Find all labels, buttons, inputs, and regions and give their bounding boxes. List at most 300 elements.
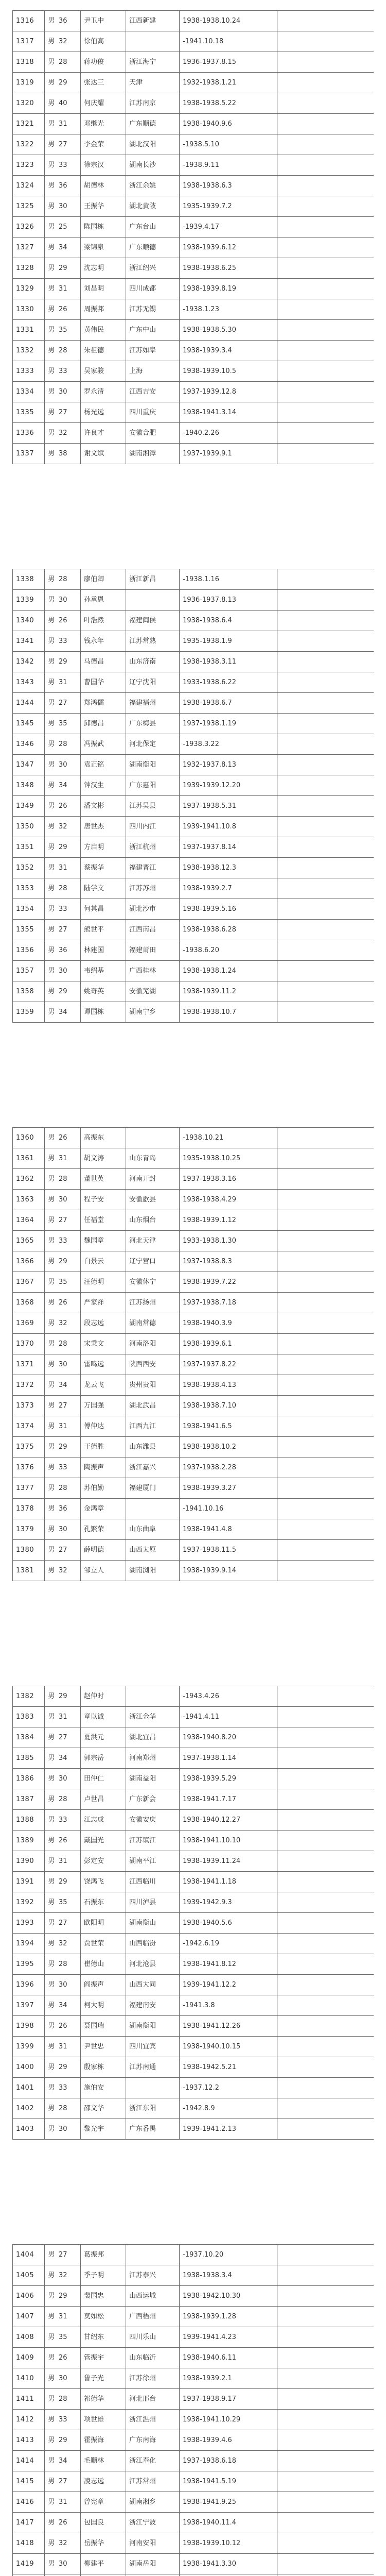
row-hometown: 江苏常州	[126, 2471, 180, 2492]
row-number: 1370	[13, 1334, 45, 1354]
row-remarks	[277, 734, 374, 755]
row-dates: 1938-1939.3.27	[180, 1478, 277, 1499]
row-dates: 1938-1941.7.17	[180, 1789, 277, 1810]
row-dates: 1938-1938.3.11	[180, 652, 277, 672]
row-name: 裴国忠	[81, 2286, 126, 2307]
row-number: 1418	[13, 2533, 45, 2554]
roster-table	[12, 569, 374, 1023]
row-remarks	[277, 920, 374, 940]
row-age: 30	[59, 388, 67, 396]
row-dates: 1938-1941.1.18	[180, 1872, 277, 1892]
row-dates: 1938-1940.9.6	[180, 114, 277, 134]
row-gender-age	[45, 2368, 81, 2389]
row-gender-age	[45, 1748, 81, 1769]
row-dates: 1937-1938.8.3	[180, 1251, 277, 1272]
row-age: 28	[59, 740, 67, 748]
row-dates	[180, 2574, 277, 2576]
row-remarks	[277, 961, 374, 981]
row-gender: 男	[48, 326, 55, 334]
row-age: 31	[59, 285, 67, 293]
row-remarks	[277, 755, 374, 775]
row-dates: 1937-1938.3.16	[180, 1169, 277, 1190]
row-name: 崔德山	[81, 1954, 126, 1975]
row-name: 廖伯卿	[81, 569, 126, 590]
row-name: 季子明	[81, 2265, 126, 2286]
row-gender: 男	[48, 1505, 55, 1513]
row-dates: 1938-1939.4.6	[180, 2430, 277, 2451]
row-name: 贾世荣	[81, 1934, 126, 1954]
table-row	[13, 734, 374, 755]
row-dates: 1938-1939.6.1	[180, 1334, 277, 1354]
row-age: 31	[59, 2043, 67, 2050]
row-gender: 男	[48, 161, 55, 169]
table-row	[13, 672, 374, 693]
table-row	[13, 1148, 374, 1169]
row-dates: 1937-1937.8.22	[180, 1354, 277, 1375]
table-row	[13, 1190, 374, 1210]
row-age: 31	[59, 2313, 67, 2320]
row-number: 1416	[13, 2492, 45, 2513]
row-hometown: 河北保定	[126, 734, 180, 755]
row-number: 1371	[13, 1354, 45, 1375]
row-number: 1408	[13, 2327, 45, 2348]
table-row	[13, 1686, 374, 1707]
table-row	[13, 238, 374, 258]
row-name: 项世雄	[81, 2410, 126, 2430]
row-gender-age	[45, 1769, 81, 1789]
row-age: 27	[59, 1919, 67, 1927]
row-age: 29	[59, 988, 67, 995]
row-remarks	[277, 2327, 374, 2348]
row-gender-age	[45, 11, 81, 31]
row-remarks	[277, 796, 374, 817]
table-row	[13, 1727, 374, 1748]
row-age: 33	[59, 905, 67, 913]
row-remarks	[277, 2368, 374, 2389]
row-name: 梁锦泉	[81, 238, 126, 258]
row-age: 35	[59, 1278, 67, 1286]
row-name: 邱德昌	[81, 714, 126, 734]
row-gender: 男	[48, 2416, 55, 2424]
row-gender-age	[45, 2430, 81, 2451]
row-remarks	[277, 2348, 374, 2368]
row-hometown: 浙江嘉兴	[126, 1458, 180, 1478]
row-hometown: 湖北沙市	[126, 899, 180, 920]
row-name: 江志成	[81, 1810, 126, 1831]
row-number: 1386	[13, 1769, 45, 1789]
row-name: 曹国华	[81, 672, 126, 693]
row-gender-age	[45, 279, 81, 299]
table-row	[13, 2492, 374, 2513]
row-gender-age	[45, 1686, 81, 1707]
row-age: 29	[59, 1878, 67, 1886]
row-gender: 男	[48, 1237, 55, 1245]
row-dates: 1937-1939.9.1	[180, 444, 277, 464]
row-age: 28	[59, 1960, 67, 1968]
row-age: 26	[59, 1299, 67, 1307]
row-number: 1409	[13, 2348, 45, 2368]
row-hometown	[126, 2574, 180, 2576]
row-hometown: 江苏镇江	[126, 1831, 180, 1851]
row-gender-age	[45, 2057, 81, 2078]
row-number: 1359	[13, 1002, 45, 1023]
row-name: 程子安	[81, 1190, 126, 1210]
row-gender-age	[45, 2389, 81, 2410]
table-row	[13, 1334, 374, 1354]
row-hometown: 福建闽侯	[126, 611, 180, 631]
row-gender-age	[45, 734, 81, 755]
row-gender: 男	[48, 347, 55, 354]
row-gender-age	[45, 1437, 81, 1458]
row-age: 30	[59, 2560, 67, 2568]
row-remarks	[277, 134, 374, 155]
row-hometown: 江苏无锡	[126, 299, 180, 320]
row-number: 1332	[13, 341, 45, 361]
table-row	[13, 155, 374, 176]
row-gender: 男	[48, 2457, 55, 2465]
row-gender: 男	[48, 2105, 55, 2112]
row-remarks	[277, 2389, 374, 2410]
row-number: 1366	[13, 1251, 45, 1272]
row-dates: 1938-1939.6.12	[180, 238, 277, 258]
row-hometown: 山东潍县	[126, 1437, 180, 1458]
row-hometown: 河南洛阳	[126, 1334, 180, 1354]
row-number: 1323	[13, 155, 45, 176]
row-remarks	[277, 1975, 374, 1995]
row-remarks	[277, 196, 374, 217]
row-gender: 男	[48, 285, 55, 293]
row-remarks	[277, 2533, 374, 2554]
row-number: 1384	[13, 1727, 45, 1748]
row-gender: 男	[48, 2354, 55, 2362]
row-gender-age	[45, 2554, 81, 2574]
row-dates: 1932-1937.8.13	[180, 755, 277, 775]
row-remarks	[277, 2265, 374, 2286]
row-gender: 男	[48, 1919, 55, 1927]
row-gender: 男	[48, 679, 55, 686]
table-row	[13, 2389, 374, 2410]
row-remarks	[277, 2119, 374, 2140]
row-age: 27	[59, 699, 67, 707]
row-name: 雷鸣远	[81, 1354, 126, 1375]
row-name: 叶浩然	[81, 611, 126, 631]
row-age: 25	[59, 223, 67, 231]
table-row	[13, 341, 374, 361]
row-age: 32	[59, 429, 67, 437]
row-hometown: 浙江宁波	[126, 2513, 180, 2533]
table-row	[13, 73, 374, 93]
table-row	[13, 402, 374, 423]
row-gender-age	[45, 114, 81, 134]
row-gender-age	[45, 155, 81, 176]
row-remarks	[277, 2410, 374, 2430]
row-name	[81, 2574, 126, 2576]
row-gender: 男	[48, 2519, 55, 2527]
row-number: 1360	[13, 1128, 45, 1148]
row-age: 26	[59, 802, 67, 810]
row-dates: 1938-1941.9.25	[180, 2492, 277, 2513]
row-name: 方启明	[81, 837, 126, 858]
row-number: 1340	[13, 611, 45, 631]
row-number: 1382	[13, 1686, 45, 1707]
row-age: 38	[59, 450, 67, 457]
row-age: 28	[59, 885, 67, 892]
row-gender-age	[45, 1231, 81, 1251]
row-age: 33	[59, 367, 67, 375]
row-age: 33	[59, 2416, 67, 2424]
row-name: 施伯安	[81, 2078, 126, 2098]
row-name: 孔繁荣	[81, 1519, 126, 1540]
row-age: 34	[59, 1754, 67, 1762]
table-row	[13, 2430, 374, 2451]
row-hometown: 山西临汾	[126, 1934, 180, 1954]
row-gender: 男	[48, 1857, 55, 1865]
row-age: 36	[59, 17, 67, 25]
row-hometown: 山东曲阜	[126, 1519, 180, 1540]
row-hometown: 浙江东阳	[126, 2098, 180, 2119]
row-dates: -1938.9.11	[180, 155, 277, 176]
row-remarks	[277, 940, 374, 961]
row-gender: 男	[48, 782, 55, 789]
row-age: 31	[59, 864, 67, 872]
row-age: 33	[59, 1464, 67, 1471]
row-name: 李金荣	[81, 134, 126, 155]
row-dates: -1939.4.17	[180, 217, 277, 238]
row-gender-age	[45, 1872, 81, 1892]
row-dates: -1937.10.20	[180, 2245, 277, 2265]
row-hometown: 福建福州	[126, 693, 180, 714]
row-remarks	[277, 11, 374, 31]
row-dates: 1938-1939.3.4	[180, 341, 277, 361]
row-dates: 1938-1939.10.12	[180, 2533, 277, 2554]
row-dates: -1938.6.20	[180, 940, 277, 961]
row-gender: 男	[48, 1837, 55, 1844]
row-hometown: 山东济南	[126, 652, 180, 672]
row-gender: 男	[48, 1340, 55, 1348]
row-dates: 1938-1938.6.28	[180, 920, 277, 940]
row-age: 28	[59, 1175, 67, 1183]
row-gender: 男	[48, 1567, 55, 1574]
row-gender: 男	[48, 2313, 55, 2320]
row-remarks	[277, 402, 374, 423]
row-hometown: 福建莆田	[126, 940, 180, 961]
row-gender: 男	[48, 575, 55, 583]
row-number: 1355	[13, 920, 45, 940]
row-dates: 1939-1941.4.23	[180, 2327, 277, 2348]
row-age: 33	[59, 1237, 67, 1245]
row-dates: 1938-1941.4.8	[180, 1519, 277, 1540]
row-gender: 男	[48, 905, 55, 913]
row-dates: 1937-1938.1.19	[180, 714, 277, 734]
row-dates: 1937-1938.1.14	[180, 1748, 277, 1769]
table-row	[13, 899, 374, 920]
row-hometown: 江苏苏州	[126, 878, 180, 899]
row-age: 26	[59, 1134, 67, 1142]
row-hometown: 广东中山	[126, 320, 180, 341]
row-dates: 1938-1940.10.15	[180, 2037, 277, 2057]
row-gender: 男	[48, 2478, 55, 2485]
table-row	[13, 2119, 374, 2140]
row-hometown	[126, 1686, 180, 1707]
row-name: 霍振海	[81, 2430, 126, 2451]
row-gender-age	[45, 2451, 81, 2471]
row-gender: 男	[48, 1258, 55, 1265]
row-remarks	[277, 2037, 374, 2057]
table-row	[13, 1707, 374, 1727]
row-hometown: 湖南浏阳	[126, 1561, 180, 1581]
row-age: 31	[59, 1857, 67, 1865]
row-remarks	[277, 1789, 374, 1810]
row-age: 32	[59, 2272, 67, 2279]
row-gender-age	[45, 1851, 81, 1872]
row-gender-age	[45, 1519, 81, 1540]
row-gender-age	[45, 1148, 81, 1169]
row-gender-age	[45, 1561, 81, 1581]
row-gender-age	[45, 1892, 81, 1913]
row-name: 吴家骏	[81, 361, 126, 382]
row-name: 张达三	[81, 73, 126, 93]
row-dates: 1938-1941.6.5	[180, 1416, 277, 1437]
row-gender: 男	[48, 1402, 55, 1410]
row-number: 1354	[13, 899, 45, 920]
row-remarks	[277, 2492, 374, 2513]
row-remarks	[277, 1210, 374, 1231]
row-age: 35	[59, 326, 67, 334]
row-name: 饶鸿飞	[81, 1872, 126, 1892]
row-number: 1319	[13, 73, 45, 93]
row-gender-age	[45, 2574, 81, 2576]
row-name: 姚奇英	[81, 981, 126, 1002]
row-gender: 男	[48, 1422, 55, 1430]
row-gender-age	[45, 1995, 81, 2016]
row-number: 1399	[13, 2037, 45, 2057]
table-row	[13, 31, 374, 52]
row-hometown: 江苏常熟	[126, 631, 180, 652]
row-gender-age	[45, 858, 81, 878]
row-number: 1346	[13, 734, 45, 755]
row-gender: 男	[48, 2043, 55, 2050]
row-age: 26	[59, 2022, 67, 2030]
row-number: 1396	[13, 1975, 45, 1995]
row-hometown: 广东台山	[126, 217, 180, 238]
row-gender-age	[45, 1416, 81, 1437]
row-gender: 男	[48, 740, 55, 748]
row-hometown: 浙江温州	[126, 2410, 180, 2430]
row-number: 1387	[13, 1789, 45, 1810]
row-hometown: 山西运城	[126, 2286, 180, 2307]
row-number: 1325	[13, 196, 45, 217]
row-number: 1414	[13, 2451, 45, 2471]
row-remarks	[277, 382, 374, 402]
table-row	[13, 755, 374, 775]
table-row	[13, 2471, 374, 2492]
row-gender-age	[45, 981, 81, 1002]
row-age: 31	[59, 1713, 67, 1721]
table-row	[13, 134, 374, 155]
row-dates: 1939-1942.9.3	[180, 1892, 277, 1913]
row-age: 31	[59, 1422, 67, 1430]
row-dates: 1938-1938.6.7	[180, 693, 277, 714]
row-hometown: 广东顺德	[126, 238, 180, 258]
row-hometown: 安徽芜湖	[126, 981, 180, 1002]
row-gender: 男	[48, 802, 55, 810]
row-remarks	[277, 176, 374, 196]
row-gender-age	[45, 920, 81, 940]
row-remarks	[277, 631, 374, 652]
row-remarks	[277, 1416, 374, 1437]
row-number: 1324	[13, 176, 45, 196]
row-gender: 男	[48, 1526, 55, 1533]
row-remarks	[277, 1519, 374, 1540]
row-remarks	[277, 1995, 374, 2016]
row-gender: 男	[48, 926, 55, 934]
row-number: 1349	[13, 796, 45, 817]
row-remarks	[277, 2513, 374, 2533]
row-hometown: 江苏扬州	[126, 1293, 180, 1313]
row-gender-age	[45, 631, 81, 652]
row-number: 1347	[13, 755, 45, 775]
row-gender: 男	[48, 38, 55, 45]
table-row	[13, 11, 374, 31]
row-number: 1344	[13, 693, 45, 714]
row-age: 34	[59, 1381, 67, 1389]
row-age: 30	[59, 1526, 67, 1533]
row-age: 34	[59, 2457, 67, 2465]
row-number: 1350	[13, 817, 45, 837]
row-hometown: 江苏如皋	[126, 341, 180, 361]
row-gender: 男	[48, 1878, 55, 1886]
row-gender: 男	[48, 2251, 55, 2259]
row-hometown: 广东梅县	[126, 714, 180, 734]
row-gender-age	[45, 1727, 81, 1748]
row-number: 1391	[13, 1872, 45, 1892]
row-hometown: 湖南平江	[126, 1851, 180, 1872]
row-remarks	[277, 714, 374, 734]
row-name: 沈志明	[81, 258, 126, 279]
row-name: 段志远	[81, 1313, 126, 1334]
table-row	[13, 2286, 374, 2307]
row-remarks	[277, 2554, 374, 2574]
row-hometown: 福建厦门	[126, 1478, 180, 1499]
row-name: 章以诚	[81, 1707, 126, 1727]
row-number: 1404	[13, 2245, 45, 2265]
row-name: 高振东	[81, 1128, 126, 1148]
row-name: 谢文斌	[81, 444, 126, 464]
row-gender-age	[45, 382, 81, 402]
row-gender: 男	[48, 1361, 55, 1368]
row-remarks	[277, 1686, 374, 1707]
table-row	[13, 2410, 374, 2430]
row-name: 傅仲达	[81, 1416, 126, 1437]
row-remarks	[277, 569, 374, 590]
row-gender: 男	[48, 1692, 55, 1700]
table-row	[13, 1231, 374, 1251]
table-row	[13, 1995, 374, 2016]
row-name: 黄伟民	[81, 320, 126, 341]
row-remarks	[277, 2307, 374, 2327]
row-age: 29	[59, 2063, 67, 2071]
table-row	[13, 176, 374, 196]
table-row	[13, 1872, 374, 1892]
row-hometown: 安徽安庆	[126, 1810, 180, 1831]
row-number: 1372	[13, 1375, 45, 1396]
row-name: 刘昌明	[81, 279, 126, 299]
row-number: 1345	[13, 714, 45, 734]
table-row	[13, 611, 374, 631]
row-remarks	[277, 2078, 374, 2098]
row-dates: -1937.12.2	[180, 2078, 277, 2098]
row-age: 28	[59, 2395, 67, 2403]
